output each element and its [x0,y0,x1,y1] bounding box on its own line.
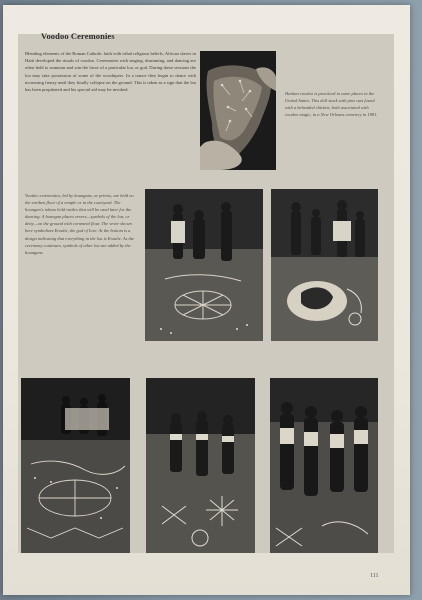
ceremony-photo-2 [271,189,378,341]
ceremony-caption: Voodoo ceremonies, led by houngans, or priests, are held on the earthen floor of a temple or in the courtyard. The houngan's tokens hold rattles that will be used later for the dancing. A houngan places vevers—symbols of the loa, or deity—on the ground with cornmeal flour. The vever shown here symbolizes Erzulie, the god of love. At the bottom is a design indicating that everything in the loa is Erzulie. As the ceremony continues, symbols of other loa are added by the houngans. [25,193,135,255]
intro-paragraph: Blending elements of the Roman Catholic faith with tribal religious beliefs, African slaves in Haiti developed the rituals of voodoo. Ceremonies with singing, drumming, and dancing are often held to summon and win the favor of a particular loa, or god. During these sessions the loa may take possession of some of the worshipers. In a trance they begin to dance with increasing frenzy until they finally collapse on the ground. This is taken as a sign that the loa has been propitiated and his special aid may be invoked. [25,51,196,93]
book-page [3,5,410,595]
ceremony-photo-1 [145,189,263,341]
doll-caption: Haitian voodoo is practiced in some places in the United States. This doll stuck with pins was found with a beheaded chicken, both associated with voodoo magic, in a New Orleans cemetery in 1981. [285,91,378,118]
ceremony-photo-3 [21,378,130,553]
page-title: Voodoo Ceremonies [41,31,115,41]
doll-photo [200,51,276,170]
ceremony-photo-4 [146,378,255,553]
page-number: 111 [370,573,379,579]
ceremony-photo-5 [270,378,378,553]
